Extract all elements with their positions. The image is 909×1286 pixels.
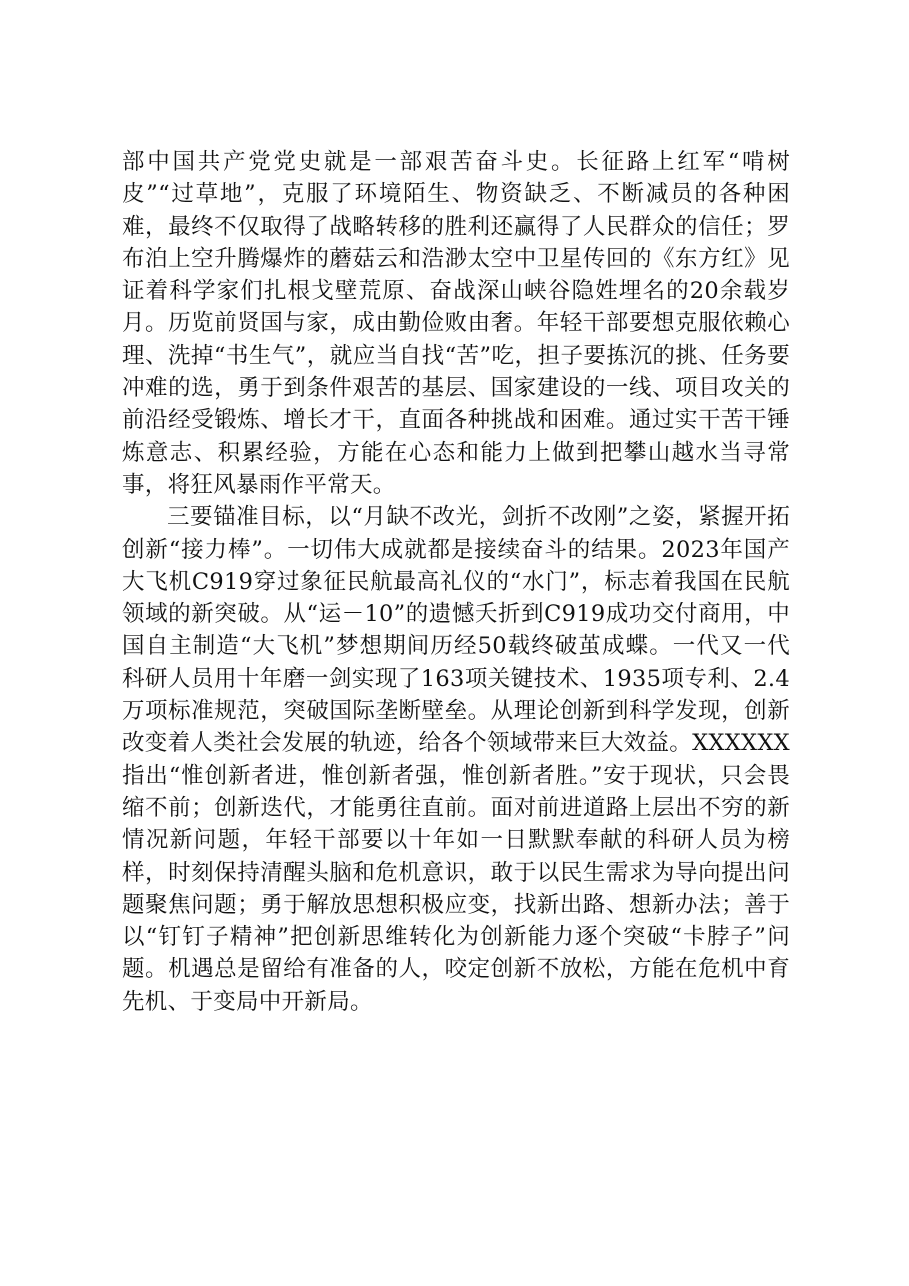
paragraph-continuation: 部中国共产党党史就是一部艰苦奋斗史。长征路上红军“啃树皮”“过草地”，克服了环境陌生、物资缺乏、不断减员的各种困难，最终不仅取得了战略转移的胜利还赢得了人民群众的信任；罗布泊上空升腾爆炸的蘑菇云和浩渺太空中卫星传回的《东方红》见证着科学家们扎根戈壁荒原、奋战深山峡谷隐姓埋名的20余载岁月。历览前贤国与家，成由勤俭败由奢。年轻干部要想克服依赖心理、洗掉“书生气”，就应当自找“苦”吃，担子要拣沉的挑、任务要冲难的选，勇于到条件艰苦的基层、国家建设的一线、项目攻关的前沿经受锻炼、增长才干，直面各种挑战和困难。通过实干苦干锤炼意志、积累经验，方能在心态和能力上做到把攀山越水当寻常事，将狂风暴雨作平常天。 (122, 149, 790, 498)
paragraph-innovation: 三要锚准目标，以“月缺不改光，剑折不改刚”之姿，紧握开拓创新“接力棒”。一切伟大成就都是接续奋斗的结果。2023年国产大飞机C919穿过象征民航最高礼仪的“水门”，标志着我国在民航领域的新突破。从“运－10”的遗憾夭折到C919成功交付商用，中国自主制造“大飞机”梦想期间历经50载终破茧成蝶。一代又一代科研人员用十年磨一剑实现了163项关键技术、1935项专利、2.4万项标准规范，突破国际垄断壁垒。从理论创新到科学发现，创新改变着人类社会发展的轨迹，给各个领域带来巨大效益。XXXXXX指出“惟创新者进，惟创新者强，惟创新者胜。”安于现状，只会畏缩不前；创新迭代，才能勇往直前。面对前进道路上层出不穷的新情况新问题，年轻干部要以十年如一日默默奉献的科研人员为榜样，时刻保持清醒头脑和危机意识，敢于以民生需求为导向提出问题聚焦问题；勇于解放思想积极应变，找新出路、想新办法；善于以“钉钉子精神”把创新思维转化为创新能力逐个突破“卡脖子”问题。机遇总是留给有准备的人，咬定创新不放松，方能在危机中育先机、于变局中开新局。 (122, 504, 790, 1015)
document-body (122, 146, 790, 1018)
